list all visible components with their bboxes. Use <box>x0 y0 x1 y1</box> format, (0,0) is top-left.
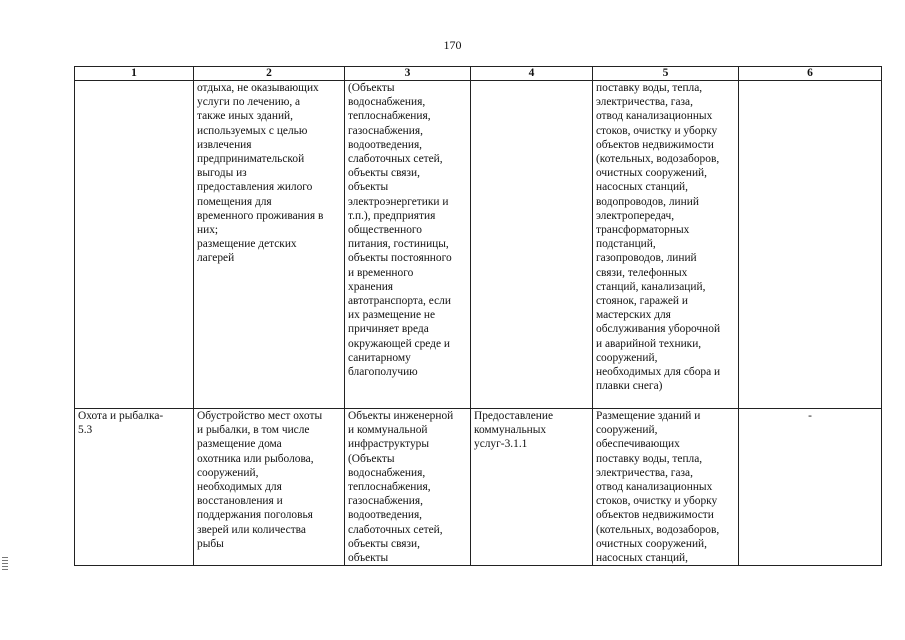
header-row <box>75 67 882 81</box>
column-header-5: 5 <box>593 67 739 81</box>
table-cell-use-type <box>75 81 194 409</box>
column-header-1: 1 <box>75 67 194 81</box>
column-header-3: 3 <box>345 67 471 81</box>
table-cell-auxiliary-uses: (Объекты водоснабжения, теплоснабжения, газоснабжения, водоотведения, слаботочных сетей, объекты связи, объекты электроэнергетики и т.п.), предприятия общественного питания, гостиницы, объекты постоянного и временного хранения автотранспорта, если их размещение не причиняет вреда окружающей среде и санитарному благополучию <box>345 81 471 409</box>
table-cell-description: отдыха, не оказывающих услуги по лечению, а также иных зданий, используемых с целью извлечения предпринимательской выгоды из предоставления жилого помещения для временного проживания в них; размещение детских лагерей <box>194 81 345 409</box>
table-cell-description-5: поставку воды, тепла, электричества, газа, отвод канализационных стоков, очистку и уборку объектов недвижимости (котельных, водозаборов, очистных сооружений, насосных станций, водопроводов, линий электропередач, трансформаторных подстанций, газопроводов, линий связи, телефонных станций, канализаций, стоянок, гаражей и мастерских для обслуживания уборочной и аварийной техники, сооружений, необходимых для сбора и плавки снега) <box>593 81 739 409</box>
table-row <box>75 81 882 409</box>
table-cell-description-5: Размещение зданий и сооружений, обеспечивающих поставку воды, тепла, электричества, газа, отвод канализационных стоков, очистку и уборку объектов недвижимости (котельных, водозаборов, очистных сооружений, насосных станций, <box>593 409 739 566</box>
table-cell-use-type: Охота и рыбалка- 5.3 <box>75 409 194 566</box>
scan-artifact <box>2 557 8 571</box>
page-number: 170 <box>443 38 462 52</box>
table-cell-conditional-uses: Предоставление коммунальных услуг-3.1.1 <box>471 409 593 566</box>
column-header-6: 6 <box>739 67 882 81</box>
column-header-2: 2 <box>194 67 345 81</box>
table-cell-conditional-uses <box>471 81 593 409</box>
table-cell-col6: - <box>739 409 882 566</box>
table-row <box>75 409 882 566</box>
column-header-4: 4 <box>471 67 593 81</box>
table-cell-description: Обустройство мест охоты и рыбалки, в том числе размещение дома охотника или рыболова, сооружений, необходимых для восстановления и поддержания поголовья зверей или количества рыбы <box>194 409 345 566</box>
table-cell-col6 <box>739 81 882 409</box>
land-use-table <box>74 66 882 566</box>
table-cell-auxiliary-uses: Объекты инженерной и коммунальной инфраструктуры (Объекты водоснабжения, теплоснабжения, газоснабжения, водоотведения, слаботочных сетей, объекты связи, объекты <box>345 409 471 566</box>
